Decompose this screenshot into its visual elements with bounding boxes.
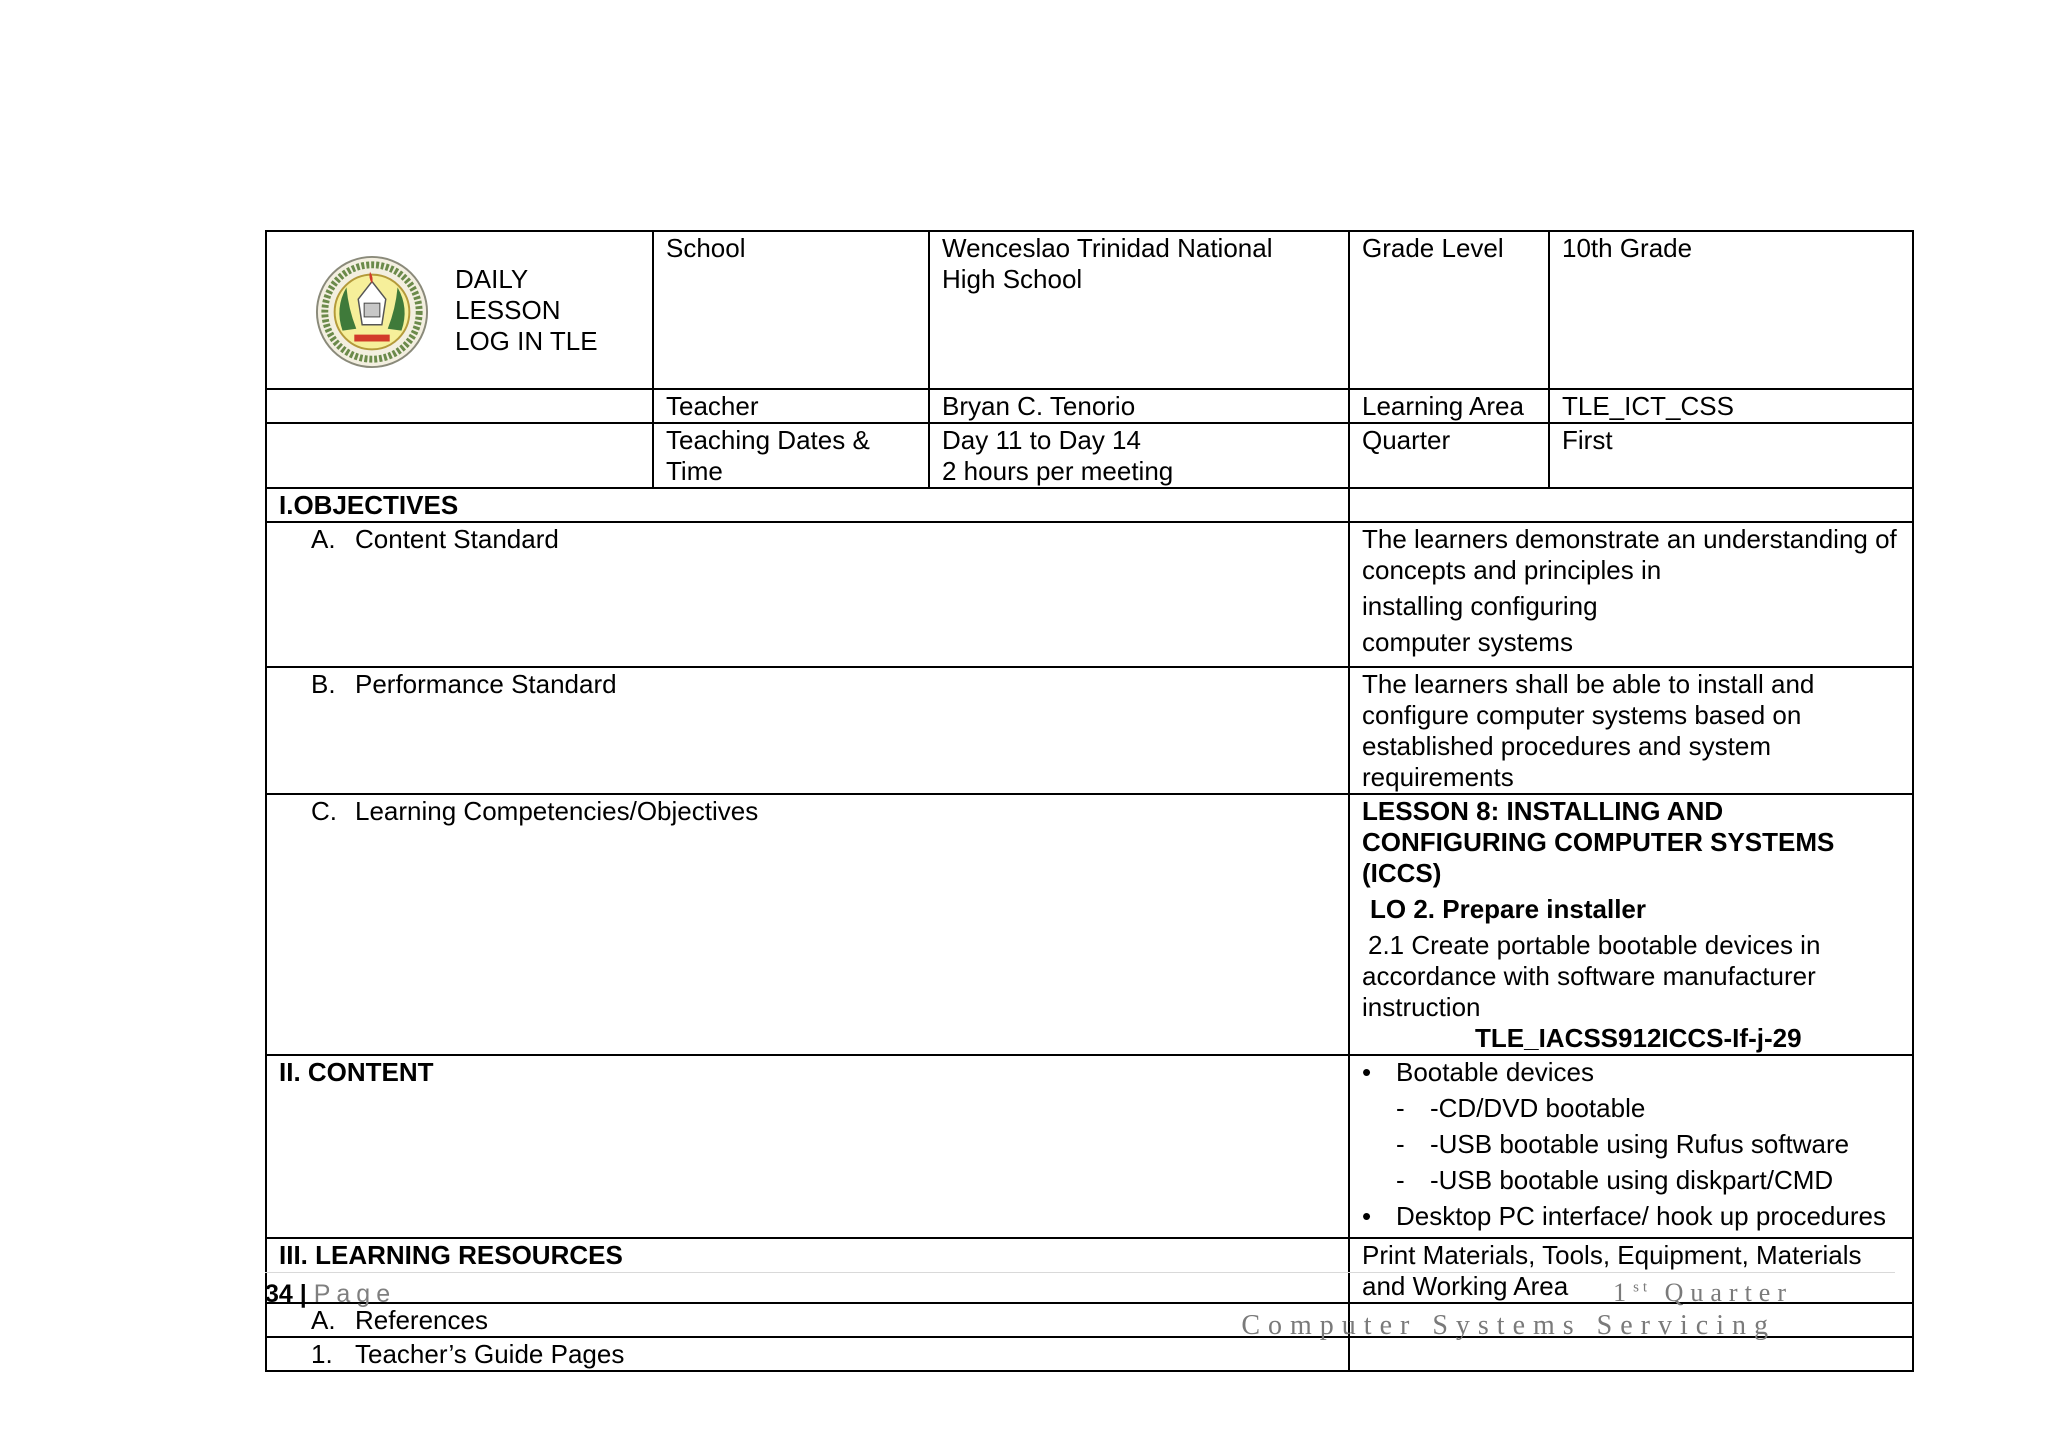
competencies-value — [1349, 794, 1913, 1055]
content-value — [1349, 1055, 1913, 1238]
learning-resources-heading: III. LEARNING RESOURCES — [266, 1238, 1349, 1303]
performance-standard-label: B. Performance Standard — [266, 667, 1349, 794]
list-item: - -USB bootable using diskpart/CMD — [1396, 1165, 1834, 1195]
competency-code: TLE_IACSS912ICCS-If-j-29 — [1475, 1023, 1802, 1053]
footer-subject: Computer Systems Servicing — [1241, 1310, 1776, 1341]
empty-cell — [266, 389, 653, 423]
daily-lesson-log-table — [265, 230, 1914, 1372]
content-standard-value: The learners demonstrate an understanding of concepts and principles in installing configuring computer systems — [1349, 522, 1913, 667]
grade-level-label: Grade Level — [1349, 231, 1549, 389]
logo-title-cell — [266, 231, 653, 389]
competencies-label: C. Learning Competencies/Objectives — [266, 794, 1349, 1055]
teacher-value: Bryan C. Tenorio — [929, 389, 1349, 423]
list-item: • Desktop PC interface/ hook up procedures — [1362, 1201, 1886, 1231]
teaching-dates-label: Teaching Dates & Time — [653, 423, 929, 488]
quarter-value: First — [1549, 423, 1913, 488]
empty-cell — [266, 423, 653, 488]
list-item: - -CD/DVD bootable — [1396, 1093, 1646, 1123]
learning-area-value: TLE_ICT_CSS — [1549, 389, 1913, 423]
empty-cell — [1349, 488, 1913, 522]
references-label: A. References — [266, 1303, 1349, 1337]
list-item: - -USB bootable using Rufus software — [1396, 1129, 1850, 1159]
title-line: LOG IN TLE — [455, 326, 598, 356]
school-value: Wenceslao Trinidad National High School — [929, 231, 1349, 389]
title-line: LESSON — [455, 295, 561, 325]
lesson-title: LESSON 8: INSTALLING AND CONFIGURING COMPUTER SYSTEMS (ICCS) — [1362, 796, 1835, 888]
teaching-dates-value: Day 11 to Day 14 2 hours per meeting — [929, 423, 1349, 488]
grade-level-value: 10th Grade — [1549, 231, 1913, 389]
footer-quarter: 1st Quarter — [1613, 1278, 1793, 1307]
teacher-label: Teacher — [653, 389, 929, 423]
document-title — [455, 264, 598, 357]
content-list — [1362, 1057, 1900, 1232]
empty-cell — [1349, 1337, 1913, 1371]
content-standard-label: A. Content Standard — [266, 522, 1349, 667]
list-item: • Bootable devices — [1362, 1057, 1595, 1087]
page-number: 34 | Page — [265, 1280, 397, 1308]
performance-standard-value: The learners shall be able to install and configure computer systems based on established procedures and system requirements — [1349, 667, 1913, 794]
title-line: DAILY — [455, 264, 529, 294]
quarter-label: Quarter — [1349, 423, 1549, 488]
content-heading: II. CONTENT — [266, 1055, 1349, 1238]
objectives-heading: I.OBJECTIVES — [266, 488, 1349, 522]
learning-area-label: Learning Area — [1349, 389, 1549, 423]
teachers-guide-label: 1. Teacher’s Guide Pages — [266, 1337, 1349, 1371]
learning-resources-value: Print Materials, Tools, Equipment, Materials and Working Area — [1349, 1238, 1913, 1303]
competency-item: 2.1 Create portable bootable devices in accordance with software manufacturer instruction — [1362, 930, 1821, 1022]
school-seal-logo — [313, 254, 431, 370]
school-label: School — [653, 231, 929, 389]
learning-outcome: LO 2. Prepare installer — [1370, 894, 1647, 924]
footer-divider — [265, 1272, 1895, 1273]
